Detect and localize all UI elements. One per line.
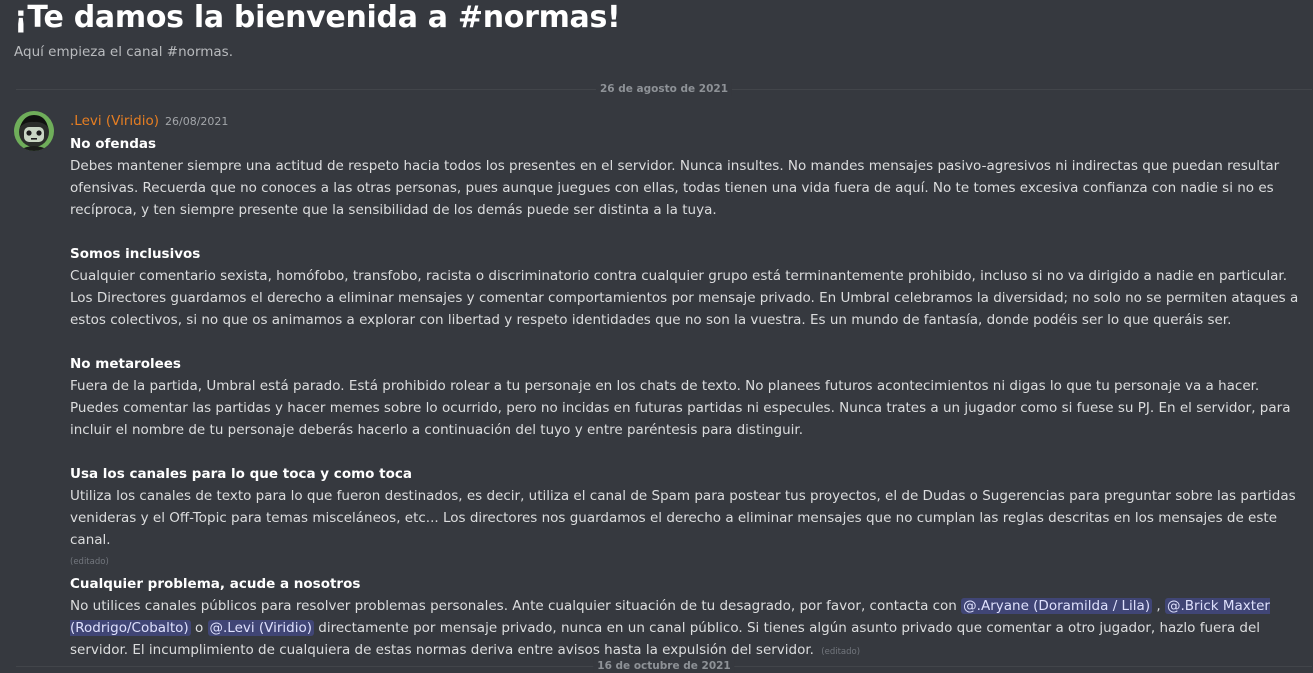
welcome-subtitle: Aquí empieza el canal #normas.: [14, 44, 233, 60]
rule-text: No utilices canales públicos para resolver problemas personales. Ante cualquier situación de tu desagrado, por favor, contacta con: [70, 598, 962, 614]
rule-block: [70, 463, 1300, 551]
rule-block: [70, 243, 1300, 331]
rule-body: Utiliza los canales de texto para lo que fueron destinados, es decir, utiliza el canal de Spam para postear tus proyectos, el de Dudas o Sugerencias para preguntar sobre las partidas venideras y el Off-Topic para temas misceláneos, etc... Los directores nos guardamos el derecho a eliminar mensajes que no cumplan las reglas descritas en los mensajes de este canal.: [70, 488, 1296, 548]
rule-text: o: [190, 620, 208, 636]
rule-text: directamente por mensaje privado, nunca en un canal público. Si tienes algún asunto privado que comentar a otro jugador, hazlo fuera del servidor. El incumplimiento de cualquiera de estas normas deriva entre avisos hasta la expulsión del servidor.: [70, 620, 1261, 658]
rule-title: No ofendas: [70, 136, 156, 152]
date-divider-label: 26 de agosto de 2021: [596, 82, 732, 96]
rule-title: Cualquier problema, acude a nosotros: [70, 576, 361, 592]
rule-block: [70, 353, 1300, 441]
user-mention[interactable]: @.Aryane (Doramilda / Lila): [963, 598, 1151, 614]
avatar-image: [14, 111, 54, 151]
message-header: [70, 110, 1300, 133]
rule-body: Debes mantener siempre una actitud de respeto hacia todos los presentes en el servidor. Nunca insultes. No mandes mensajes pasivo-agresivos ni indirectas que puedan resultar ofensivas. Recuerda que no conoces a las otras personas, pues aunque juegues con ellas, todas tienen una vida fuera de aquí. No te tomes excesiva confianza con nadie si no es recíproca, y ten siempre presente que la sensibilidad de los demás puede ser distinta a la tuya.: [70, 158, 1280, 218]
rule-title: Somos inclusivos: [70, 246, 201, 262]
welcome-title: ¡Te damos la bienvenida a #normas!: [14, 0, 621, 35]
rule-body: Fuera de la partida, Umbral está parado. Está prohibido rolear a tu personaje en los chats de texto. No planees futuros acontecimientos ni digas lo que tu personaje va a hacer. Puedes comentar las partidas y hacer memes sobre lo ocurrido, pero no incidas en futuras partidas ni especules. Nunca trates a un jugador como si fuese su PJ. En el servidor, para incluir el nombre de tu personaje deberás hacerlo a continuación del tuyo y entre paréntesis para distinguir.: [70, 378, 1291, 438]
channel-welcome: [14, 0, 620, 60]
message: [70, 110, 1300, 663]
rule-body: Cualquier comentario sexista, homófobo, transfobo, racista o discriminatorio contra cualquier grupo está terminantemente prohibido, incluso si no va dirigido a nadie en particular. Los Directores guardamos el derecho a eliminar mensajes y comentar comportamientos por mensaje privado. En Umbral celebramos la diversidad; no solo no se permiten ataques a estos colectivos, si no que os animamos a explorar con libertad y respeto identidades que no son la vuestra. Es un mundo de fantasía, donde podéis ser lo que queráis ser.: [70, 268, 1299, 328]
date-divider: [16, 83, 1312, 95]
rule-block: [70, 133, 1300, 221]
message-author[interactable]: .Levi (Viridio): [70, 113, 160, 129]
edited-label: (editado): [70, 557, 109, 567]
rule-body: [70, 595, 1300, 663]
rule-block: [70, 573, 1300, 663]
message-timestamp[interactable]: 26/08/2021: [165, 115, 229, 128]
user-mention[interactable]: @.Brick Maxter (Rodrigo/Cobalto): [70, 598, 1270, 636]
edited-marker: [70, 551, 1300, 571]
rule-text: ,: [1152, 598, 1165, 614]
rule-title: No metarolees: [70, 356, 181, 372]
avatar[interactable]: [14, 111, 54, 151]
rule-title: Usa los canales para lo que toca y como toca: [70, 466, 412, 482]
edited-label: (editado): [821, 647, 861, 657]
date-divider: [16, 660, 1312, 672]
date-divider-label: 16 de octubre de 2021: [593, 659, 734, 673]
user-mention[interactable]: @.Levi (Viridio): [209, 620, 313, 636]
